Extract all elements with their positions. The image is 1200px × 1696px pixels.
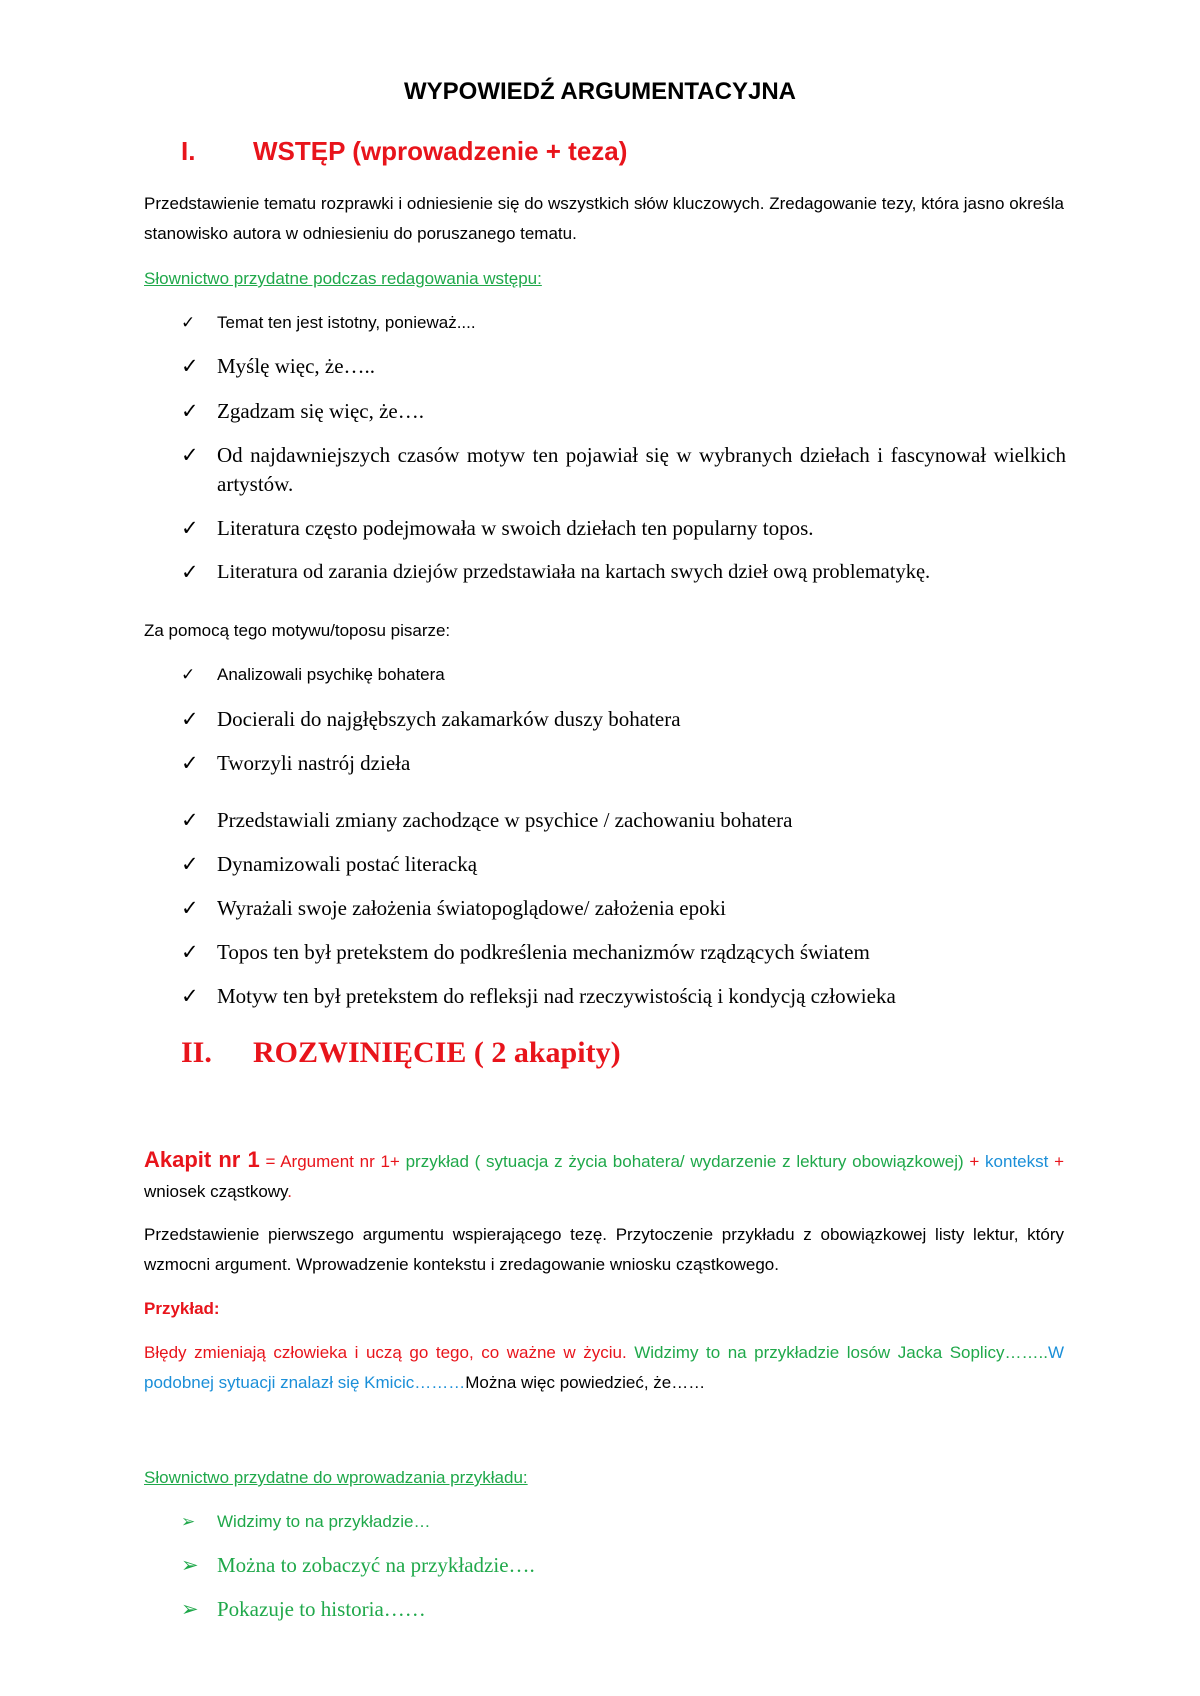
list-item-text: Literatura od zarania dziejów przedstawiała na kartach swych dzieł ową problematykę. [217, 561, 931, 583]
section-2-number: II. [181, 1036, 212, 1069]
akapit-description: Przedstawienie pierwszego argumentu wspierającego tezę. Przytoczenie przykładu z obowiązkowej listy lektur, który wzmocni argument. Wprowadzenie kontekstu i zredagowanie wniosku cząstkowego. [144, 1225, 1064, 1274]
example-conclusion: Można więc powiedzieć, że…… [465, 1373, 706, 1392]
example-context: W podobnej sytuacji znalazł się Kmicic……… [144, 1343, 1064, 1392]
list-item-text: Widzimy to na przykładzie… [217, 1512, 431, 1531]
check-icon: ✓ [181, 984, 199, 1008]
list-item-text: Pokazuje to historia…… [217, 1597, 426, 1621]
list-item-text: Myślę więc, że….. [217, 354, 376, 378]
list-item-text: Topos ten był pretekstem do podkreślenia mechanizmów rządzących światem [217, 940, 870, 964]
check-icon: ✓ [181, 354, 199, 378]
check-icon: ✓ [181, 665, 196, 684]
akapit-plus: + [963, 1152, 986, 1171]
example-proof: Widzimy to na przykładzie losów Jacka Soplicy…….. [626, 1343, 1048, 1362]
list-item-text: Od najdawniejszych czasów motyw ten pojawiał się w wybranych dziełach i fascynował wielkich artystów. [217, 443, 1066, 496]
check-icon: ✓ [181, 751, 199, 775]
list-item-text: Temat ten jest istotny, ponieważ.... [217, 313, 476, 332]
check-icon: ✓ [181, 852, 199, 876]
akapit-formula [144, 1145, 1064, 1207]
akapit-label: Akapit nr 1 [144, 1147, 260, 1172]
section-1-vocab-label: Słownictwo przydatne podczas redagowania wstępu: [144, 269, 542, 288]
example-label: Przykład: [144, 1299, 220, 1318]
section-1-intro: Przedstawienie tematu rozprawki i odniesienie się do wszystkich słów kluczowych. Zredagowanie tezy, która jasno określa stanowisko autora w odniesieniu do poruszanego tematu. [144, 194, 1064, 243]
check-icon: ✓ [181, 808, 199, 832]
check-icon: ✓ [181, 399, 199, 423]
check-icon: ✓ [181, 443, 199, 467]
list-item-text: Motyw ten był pretekstem do refleksji nad rzeczywistością i kondycją człowieka [217, 984, 896, 1008]
document-title: WYPOWIEDŹ ARGUMENTACYJNA [404, 78, 796, 105]
akapit-period: . [287, 1182, 293, 1201]
section-1-title: WSTĘP (wprowadzenie + teza) [253, 136, 628, 166]
akapit-context: kontekst [985, 1152, 1049, 1171]
arrowhead-icon: ➢ [181, 1553, 199, 1577]
check-icon: ✓ [181, 707, 199, 731]
arrowhead-icon: ➢ [181, 1512, 196, 1531]
motif-label: Za pomocą tego motywu/toposu pisarze: [144, 621, 451, 640]
list-item-text: Tworzyli nastrój dzieła [217, 751, 411, 775]
section-2-title: ROZWINIĘCIE ( 2 akapity) [253, 1036, 621, 1069]
list-item-text: Analizowali psychikę bohatera [217, 665, 445, 684]
list-item-text: Zgadzam się więc, że…. [217, 399, 424, 423]
akapit-conclusion: wniosek cząstkowy [144, 1182, 288, 1201]
check-icon: ✓ [181, 313, 196, 332]
check-icon: ✓ [181, 516, 199, 540]
example-paragraph [144, 1338, 1064, 1398]
example-thesis: Błędy zmieniają człowieka i uczą go tego, co ważne w życiu. [144, 1343, 627, 1362]
list-item-text: Można to zobaczyć na przykładzie…. [217, 1553, 535, 1577]
list-item-text: Dynamizowali postać literacką [217, 852, 478, 876]
akapit-example: przykład ( sytuacja z życia bohatera/ wydarzenie z lektury obowiązkowej) [399, 1152, 964, 1171]
list-item-text: Przedstawiali zmiany zachodzące w psychice / zachowaniu bohatera [217, 808, 793, 832]
list-item-text: Docierali do najgłębszych zakamarków duszy bohatera [217, 707, 681, 731]
check-icon: ✓ [181, 940, 199, 964]
akapit-equals: = [259, 1152, 281, 1171]
list-item-text: Wyrażali swoje założenia światopoglądowe/ założenia epoki [217, 896, 726, 920]
section-2-vocab-label: Słownictwo przydatne do wprowadzania przykładu: [144, 1468, 528, 1487]
check-icon: ✓ [181, 896, 199, 920]
check-icon: ✓ [181, 560, 199, 584]
section-1-number: I. [181, 136, 196, 166]
arrowhead-icon: ➢ [181, 1597, 199, 1621]
akapit-argument: Argument nr 1+ [280, 1152, 400, 1171]
list-item-text: Literatura często podejmowała w swoich dziełach ten popularny topos. [217, 516, 814, 540]
akapit-plus: + [1048, 1152, 1065, 1171]
